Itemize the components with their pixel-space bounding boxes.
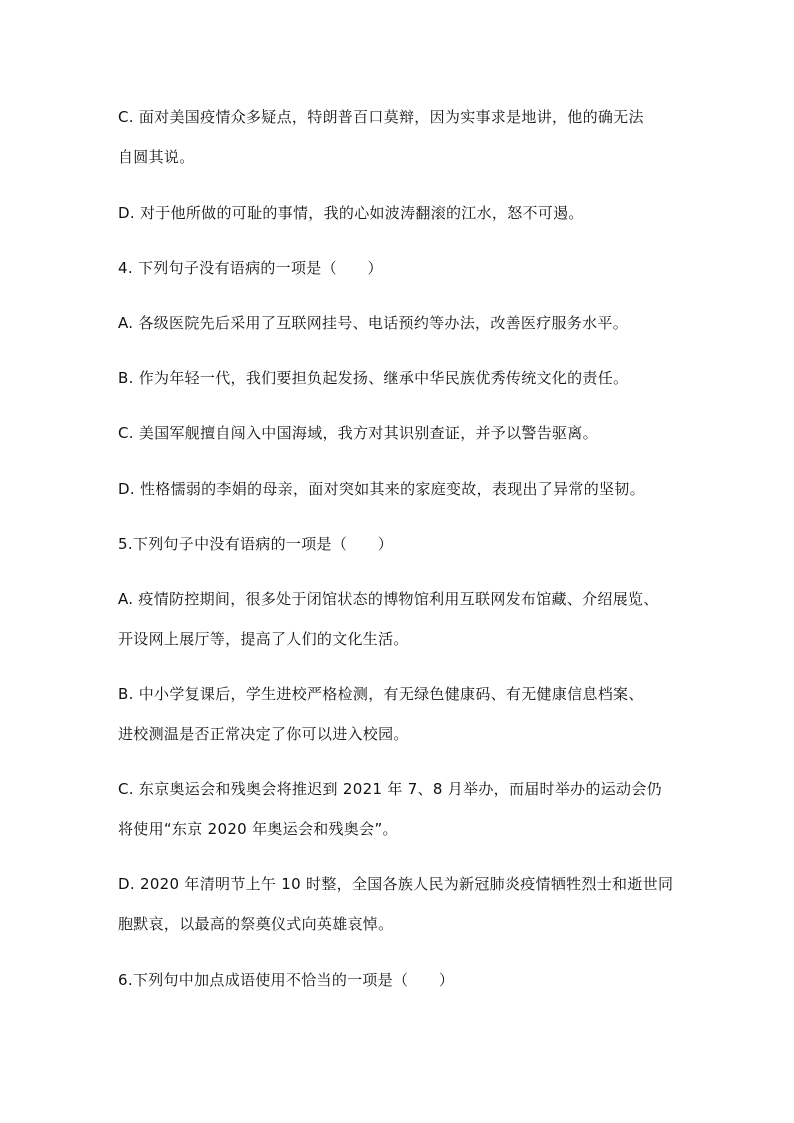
question-5-option-a-1: A. 疫情防控期间，很多处于闭馆状态的博物馆利用互联网发布馆藏、介绍展览、 bbox=[118, 590, 659, 608]
question-5-option-c-1: C. 东京奥运会和残奥会将推迟到 2021 年 7、8 月举办，而届时举办的运动会仍 bbox=[118, 780, 662, 798]
option-c-line-1: C. 面对美国疫情众多疑点，特朗普百口莫辩，因为实事求是地讲，他的确无法 bbox=[118, 108, 644, 126]
question-5-option-c-2: 将使用“东京 2020 年奥运会和残奥会”。 bbox=[118, 820, 398, 838]
question-5-option-a-2: 开设网上展厅等，提高了人们的文化生活。 bbox=[118, 630, 409, 648]
question-5-option-b-1: B. 中小学复课后，学生进校严格检测，有无绿色健康码、有无健康信息档案、 bbox=[118, 685, 644, 703]
question-5-option-b-2: 进校测温是否正常决定了你可以进入校园。 bbox=[118, 725, 409, 743]
question-6-stem: 6.下列句中加点成语使用不恰当的一项是（ ） bbox=[118, 971, 455, 989]
option-d-line: D. 对于他所做的可耻的事情，我的心如波涛翻滚的江水，怒不可遏。 bbox=[118, 204, 584, 222]
option-c-line-2: 自圆其说。 bbox=[118, 148, 195, 166]
question-4-option-c: C. 美国军舰擅自闯入中国海域，我方对其识别查证，并予以警告驱离。 bbox=[118, 424, 598, 442]
question-5-option-d-2: 胞默哀，以最高的祭奠仪式向英雄哀悼。 bbox=[118, 915, 394, 933]
question-4-option-b: B. 作为年轻一代，我们要担负起发扬、继承中华民族优秀传统文化的责任。 bbox=[118, 369, 629, 387]
question-4-stem: 4. 下列句子没有语病的一项是（ ） bbox=[118, 259, 383, 277]
question-4-option-d: D. 性格懦弱的李娟的母亲，面对突如其来的家庭变故，表现出了异常的坚韧。 bbox=[118, 480, 645, 498]
question-5-stem: 5.下列句子中没有语病的一项是（ ） bbox=[118, 535, 394, 553]
question-4-option-a: A. 各级医院先后采用了互联网挂号、电话预约等办法，改善医疗服务水平。 bbox=[118, 314, 629, 332]
question-5-option-d-1: D. 2020 年清明节上午 10 时整，全国各族人民为新冠肺炎疫情牺牲烈士和逝世同 bbox=[118, 875, 674, 893]
